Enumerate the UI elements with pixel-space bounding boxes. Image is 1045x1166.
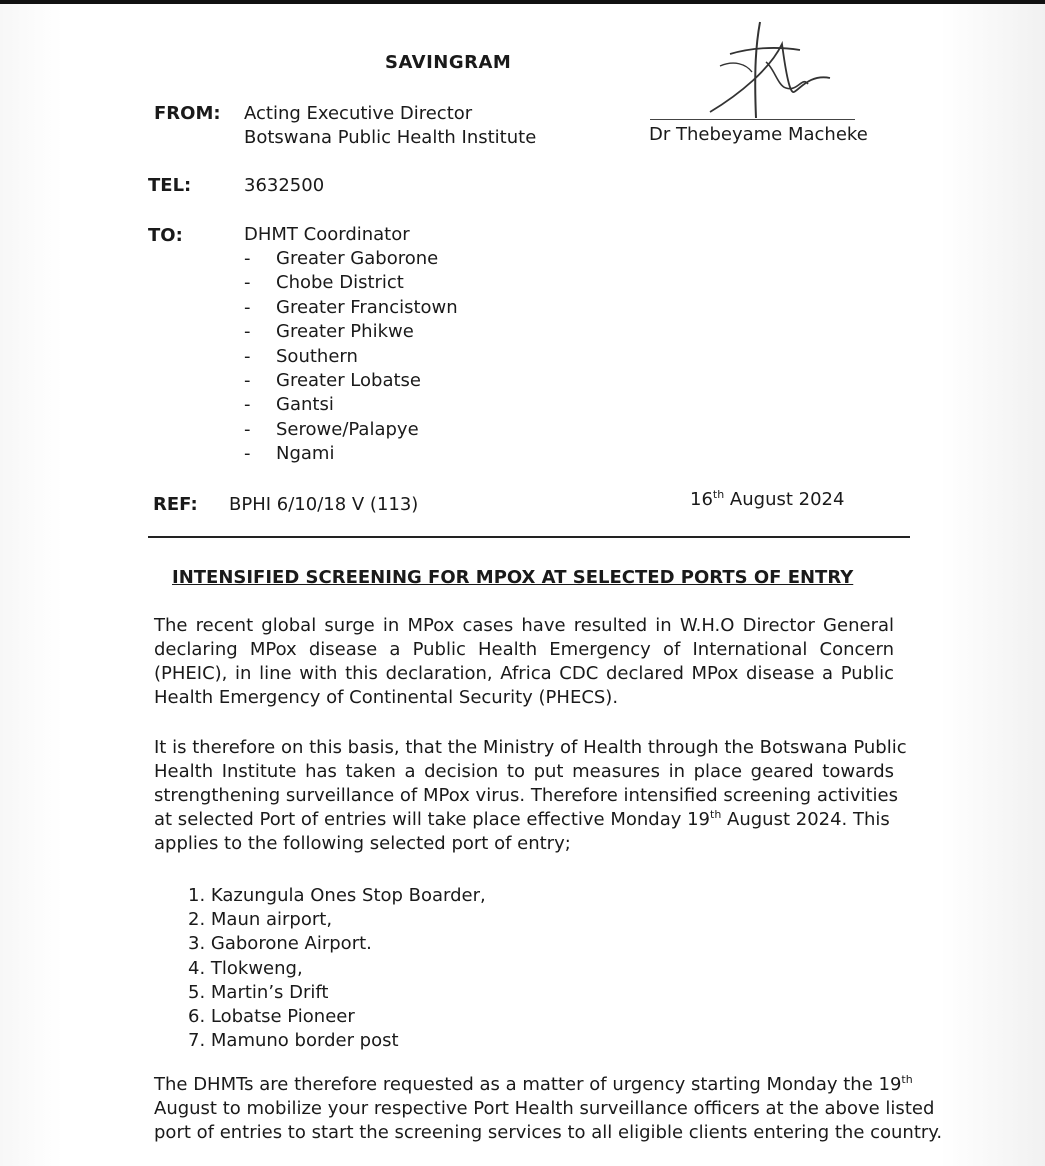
ref-label: REF: [153, 494, 198, 515]
paragraph-1: The recent global surge in MPox cases have resulted in W.H.O Director General declaring MPox disease a Public Health Emergency of International Concern (PHEIC), in line with this declaration, Africa CDC declared MPox disease a Public Health Emergency of Continental Security (PHECS). [154, 615, 894, 708]
list-item: 5. Martin’s Drift [188, 981, 329, 1003]
list-item: 3. Gaborone Airport. [188, 933, 372, 955]
list-item: - Gantsi [244, 394, 334, 416]
list-item: - Greater Francistown [244, 296, 458, 318]
from-line-2: Botswana Public Health Institute [244, 127, 537, 148]
list-item: - Greater Phikwe [244, 321, 414, 343]
subject-heading: INTENSIFIED SCREENING FOR MPOX AT SELECTED PORTS OF ENTRY [172, 567, 854, 588]
top-border [0, 0, 1045, 4]
to-label: TO: [148, 225, 183, 246]
header-divider [148, 536, 910, 538]
document-title: SAVINGRAM [385, 52, 512, 73]
ports-of-entry-list [188, 884, 486, 1053]
list-item: 1. Kazungula Ones Stop Boarder, [188, 885, 486, 906]
list-item: - Ngami [244, 443, 335, 465]
signature-line [650, 119, 855, 120]
letter-date: 16th August 2024 [690, 488, 845, 510]
list-item: - Greater Gaborone [244, 248, 439, 269]
list-item: - Southern [244, 345, 358, 367]
tel-value: 3632500 [244, 175, 325, 196]
signatory-name: Dr Thebeyame Macheke [649, 124, 868, 145]
list-item: - Serowe/Palapye [244, 418, 419, 440]
from-label: FROM: [154, 103, 221, 124]
paragraph-3: The DHMTs are therefore requested as a matter of urgency starting Monday the 19th August to mobilize your respective Port Health surveillance officers at the above listed port of entries to start the screening services to all eligible clients entering the country. [154, 1073, 943, 1143]
list-item: 6. Lobatse Pioneer [188, 1006, 355, 1028]
list-item: 4. Tlokweng, [188, 957, 303, 979]
list-item: 2. Maun airport, [188, 909, 333, 931]
paragraph-2: It is therefore on this basis, that the Ministry of Health through the Botswana Public Health Institute has taken a decision to put measures in place geared towards strengthening surveillance of MPox virus. Therefore intensified screening activities at selected Port of entries will take place effective Monday 19th August 2024. This applies to the following selected port of entry; [154, 737, 907, 854]
tel-label: TEL: [148, 175, 192, 196]
list-item: - Chobe District [244, 272, 404, 294]
signature-icon [690, 14, 840, 124]
to-heading: DHMT Coordinator [244, 224, 410, 245]
district-list [244, 247, 458, 467]
list-item: 7. Mamuno border post [188, 1030, 399, 1052]
from-line-1: Acting Executive Director [244, 103, 473, 124]
list-item: - Greater Lobatse [244, 370, 422, 392]
ref-value: BPHI 6/10/18 V (113) [229, 494, 419, 515]
